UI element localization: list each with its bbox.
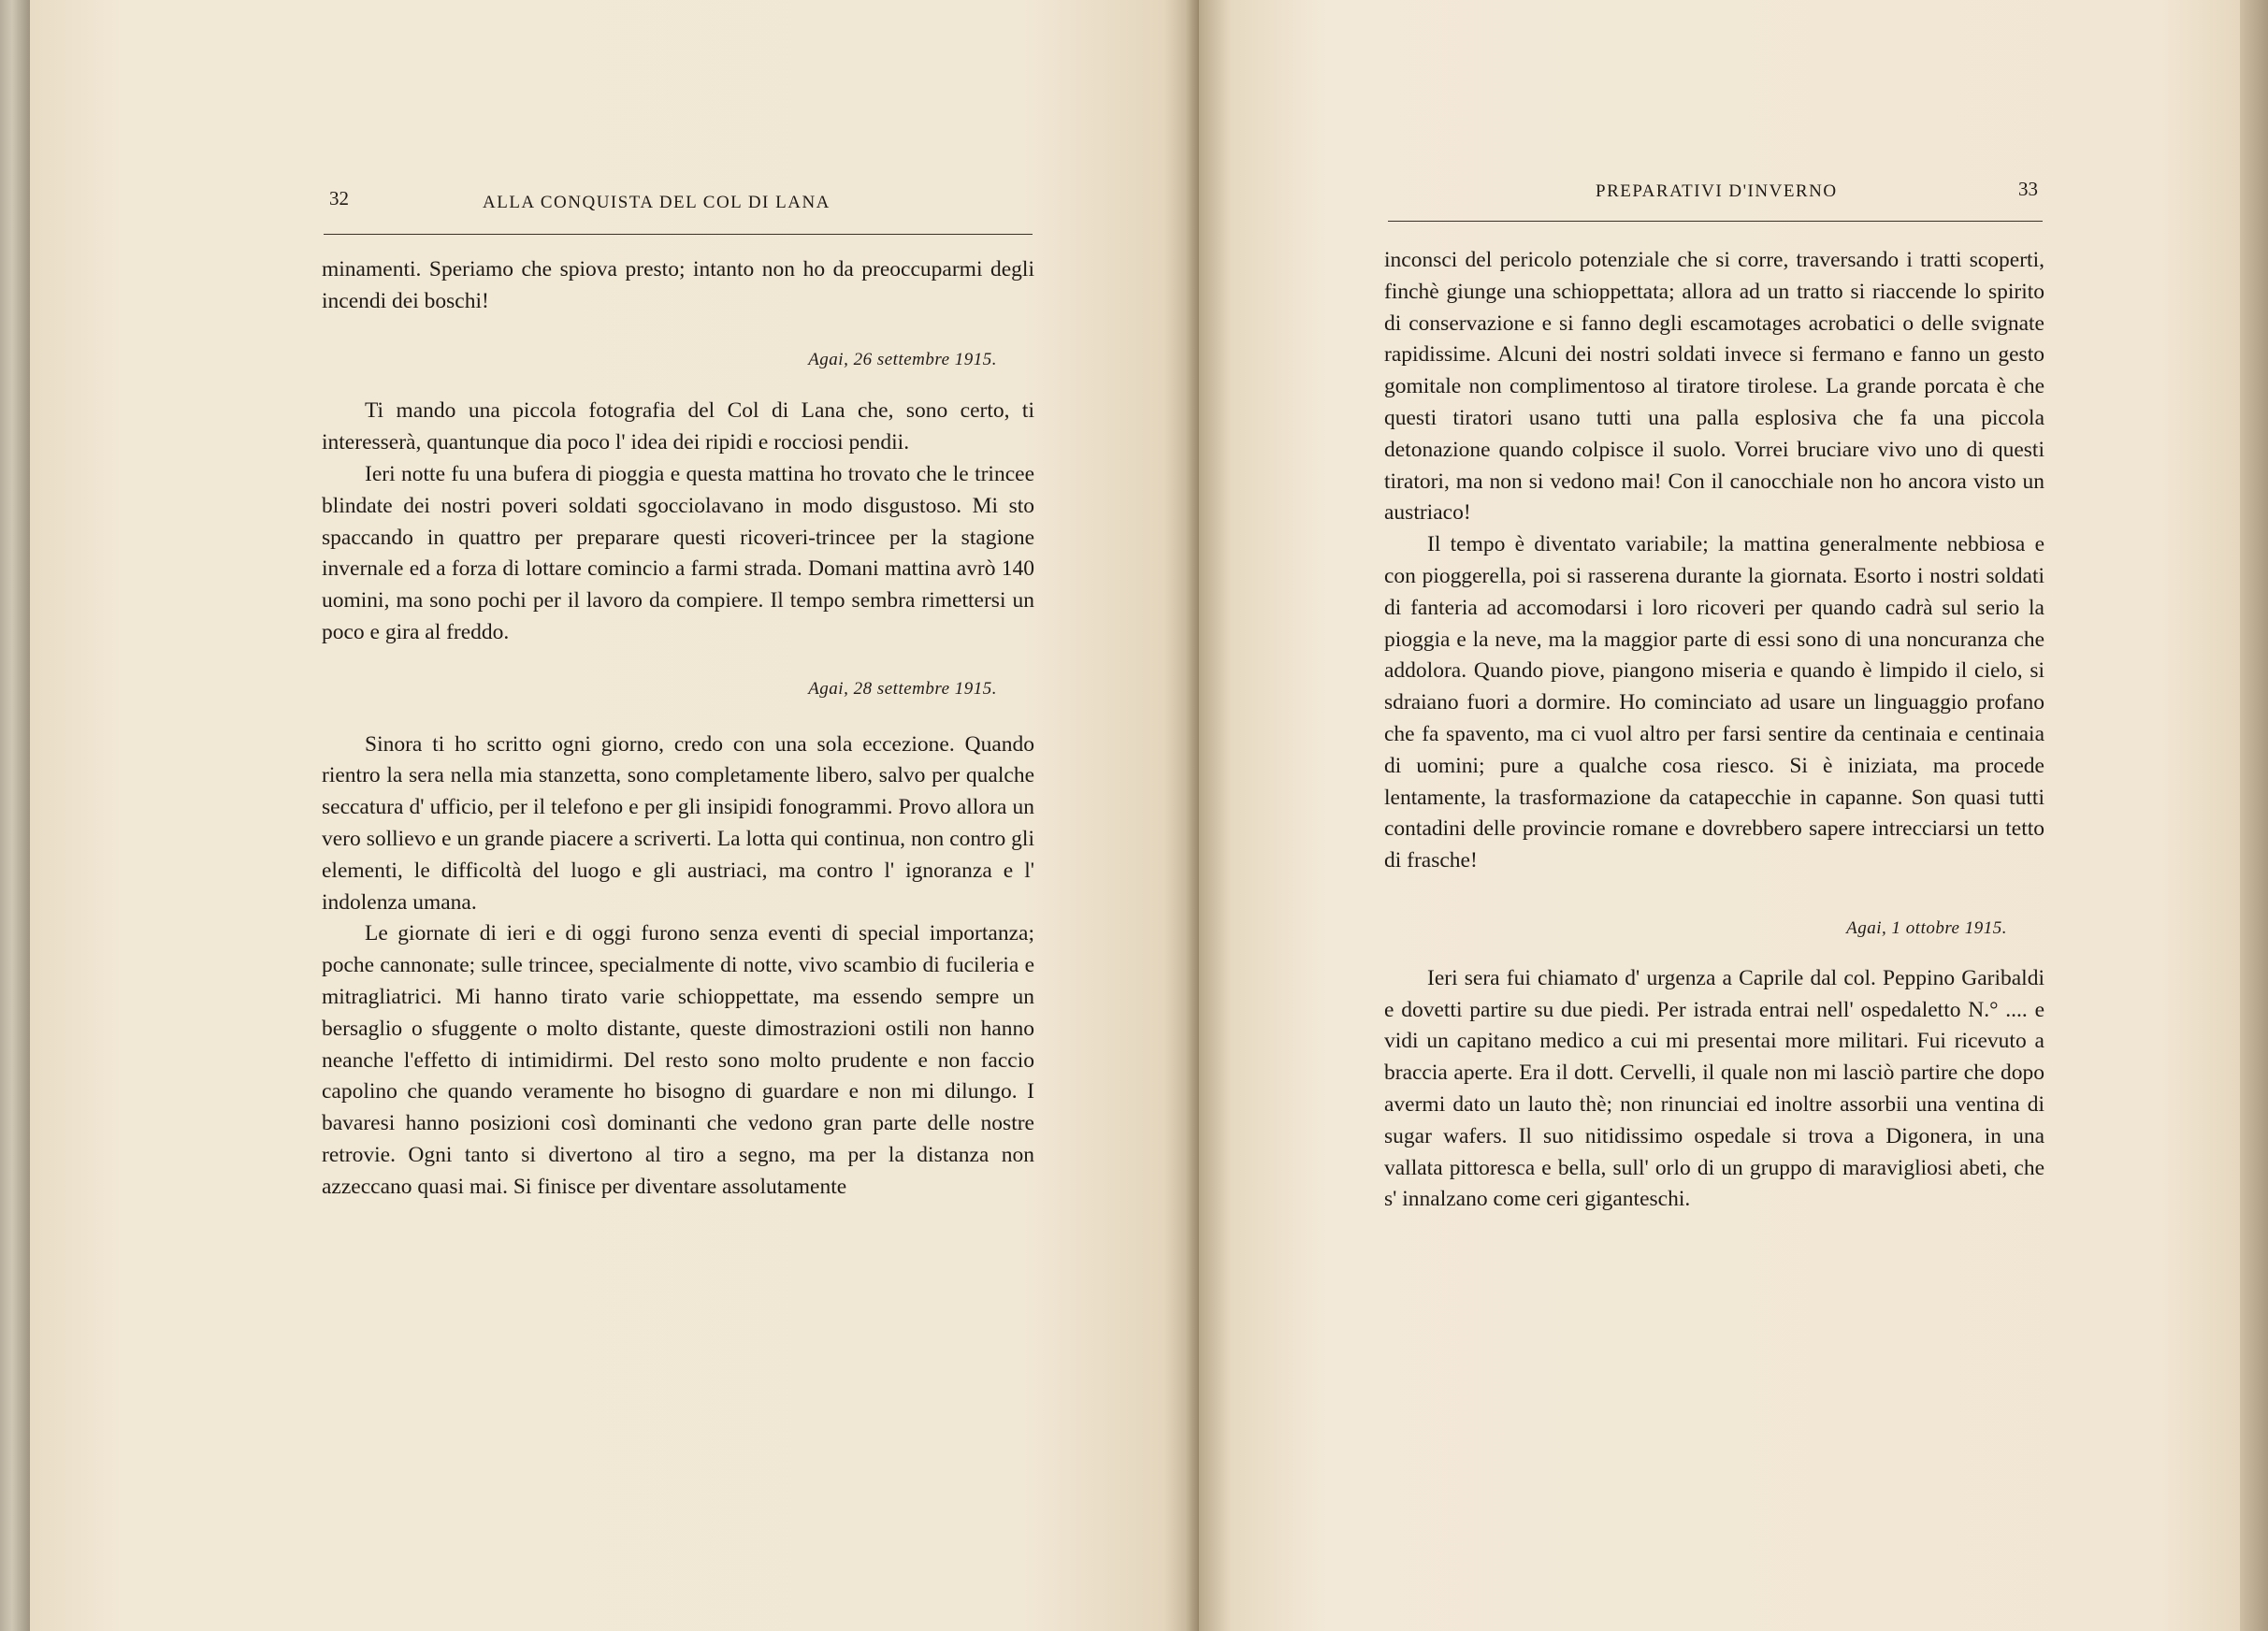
- paragraph: inconsci del pericolo potenziale che si corre, traversando i tratti scoperti, finchè giunge una schioppettata; allora ad un tratto si riaccende lo spirito di conservazione e si fanno degli escamotages acrobatici o delle svignate rapidissime. Alcuni dei nostri soldati invece si fermano e fanno un gesto gomitale non complimentoso al tiratore tirolese. La grande porcata è che questi tiratori usano tutti una palla esplosiva che fa una piccola detonazione quando colpisce il suolo. Vorrei bruciare vivo uno di questi tiratori, ma non si vedono mai! Con il canocchiale non ho ancora visto un austriaco!: [1384, 248, 2044, 526]
- paragraph: Ieri sera fui chiamato d' urgenza a Caprile dal col. Peppino Garibaldi e dovetti partire su due piedi. Per istrada entrai nell' ospedaletto N.° .... e vidi un capitano medico a cui mi presentai more militari. Fui ricevuto a braccia aperte. Era il dott. Cervelli, il quale non mi lasciò partire che dopo avermi dato un lauto thè; non rinunciai ed inoltre assorbii una ventina di sugar wafers. Il suo nitidissimo ospedale si trova a Digonera, in una vallata pittoresca e bella, sull' orlo di un gruppo di maravigliosi abeti, che s' innalzano come ceri giganteschi.: [1384, 965, 2044, 1212]
- book-binding: [0, 0, 30, 1631]
- dateline: Agai, 26 settembre 1915.: [808, 349, 997, 369]
- paragraph: minamenti. Speriamo che spiova presto; intanto non ho da preoccuparmi degli incendi dei boschi!: [322, 257, 1034, 313]
- page-edge: [2240, 0, 2268, 1631]
- paragraph: Ieri notte fu una bufera di pioggia e questa mattina ho trovato che le trincee blindate dei nostri poveri soldati sgocciolavano in modo disgustoso. Mi sto spaccando in quattro per preparare questi ricoveri-trincee per la stagione invernale ed a forza di lottare comincio a farmi strada. Domani mattina avrò 140 uomini, ma sono pochi per il lavoro da compiere. Il tempo sembra rimettersi un poco e gira al freddo.: [322, 461, 1034, 644]
- paragraph: Le giornate di ieri e di oggi furono senza eventi di special importanza; poche cannonate; sulle trincee, specialmente di notte, vivo scambio di fucileria e mitragliatrici. Mi hanno tirato varie schioppettate, ma essendo sempre un bersaglio o sfuggente o molto distante, queste dimostrazioni ostili non hanno neanche l'effetto di intimidirmi. Del resto sono molto prudente e non faccio capolino che quando veramente ho bisogno di guardare e non mi dilungo. I bavaresi hanno posizioni così dominanti che vedono gran parte delle nostre retrovie. Ogni tanto si divertono al tiro a segno, ma per la distanza non azzeccano quasi mai. Si finisce per diventare assolutamente: [322, 921, 1034, 1199]
- header-rule: [1388, 221, 2043, 222]
- right-page-body: [1384, 245, 2044, 1216]
- dateline: Agai, 1 ottobre 1915.: [1846, 917, 2007, 938]
- page-number: 32: [329, 187, 349, 209]
- paragraph: Ti mando una piccola fotografia del Col di Lana che, sono certo, ti interesserà, quantunque dia poco l' idea dei ripidi e rocciosi pendii.: [322, 398, 1034, 455]
- paragraph: Il tempo è diventato variabile; la mattina generalmente nebbiosa e con pioggerella, poi si rasserena durante la giornata. Esorto i nostri soldati di fanteria ad accomodarsi i loro ricoveri per quando cadrà sul serio la pioggia e la neve, ma la maggior parte di essi sono di una noncuranza che addolora. Quando piove, piangono miseria e quando è limpido il cielo, si sdraiano fuori a dormire. Ho cominciato ad usare un linguaggio profano che fa spavento, ma ci vuol altro per farsi sentire da centinaia e centinaia di uomini; pure a qualche cosa riesco. Si è iniziata, ma procede lentamente, la trasformazione da catapecchie in capanne. Son quasi tutti contadini delle provincie romane e dovrebbero sapere intrecciarsi un tetto di frasche!: [1384, 532, 2044, 873]
- paragraph: Sinora ti ho scritto ogni giorno, credo con una sola eccezione. Quando rientro la sera nella mia stanzetta, sono completamente libero, salvo per qualche seccatura d' ufficio, per il telefono e per gli insipidi fonogrammi. Provo allora un vero sollievo e un grande piacere a scriverti. La lotta qui continua, non contro gli elementi, le difficoltà del luogo e gli austriaci, ma contro l' ignoranza e l' indolenza umana.: [322, 731, 1034, 915]
- dateline: Agai, 28 settembre 1915.: [808, 678, 997, 699]
- running-head: ALLA CONQUISTA DEL COL DI LANA: [483, 193, 831, 212]
- right-page: [1199, 0, 2268, 1631]
- header-rule: [324, 234, 1033, 235]
- left-page-body: [322, 254, 1034, 1204]
- page-number: 33: [2018, 178, 2038, 200]
- running-head: PREPARATIVI D'INVERNO: [1596, 181, 1838, 201]
- left-page: [30, 0, 1199, 1631]
